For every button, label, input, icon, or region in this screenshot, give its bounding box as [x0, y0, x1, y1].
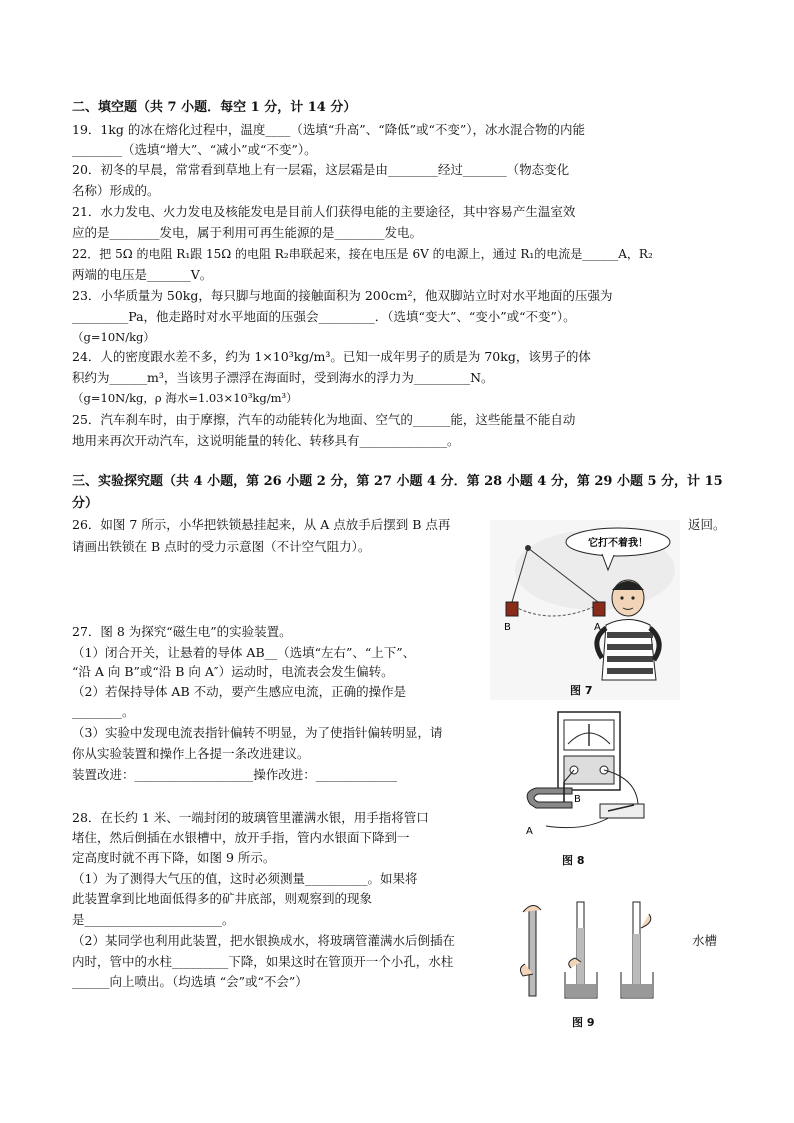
q28-line9: ______向上喷出。（均选填 “会”或“不会”） [72, 974, 308, 989]
figure-7-caption: 图 7 [570, 684, 593, 697]
switch [600, 804, 644, 818]
q27-line4: （2）若保持导体 AB 不动，要产生感应电流，正确的操作是 [72, 684, 407, 699]
section-3-title-cont: 分） [72, 496, 99, 511]
figure-7 [490, 520, 680, 700]
q28-line3: 定高度时就不再下降，如图 9 所示。 [72, 850, 276, 865]
q28-line7-end: 水槽 [692, 933, 718, 948]
q24-line3: （g=10N/kg，ρ 海水=1.03×10³kg/m³） [72, 391, 298, 405]
q19-line1: 19．1kg 的冰在熔化过程中，温度____（选填“升高”、“降低”或“不变”），冰水混合物的内能 [72, 122, 586, 137]
speech-bubble-text: 它打不着我！ [588, 538, 648, 549]
section-2-title: 二、填空题（共 7 小题．每空 1 分，计 14 分） [72, 100, 357, 115]
figure-8-caption: 图 8 [562, 854, 585, 867]
q24-line2: 积约为______m³，当该男子漂浮在海面时，受到海水的浮力为_________N。 [72, 370, 494, 385]
lock-a [593, 602, 605, 616]
u-magnet [527, 788, 572, 808]
q28-line7: （2）某同学也利用此装置，把水银换成水，将玻璃管灌满水后倒插在 [72, 933, 455, 948]
svg-text:B: B [574, 794, 581, 805]
q19-line2: ________（选填“增大”、“减小”或“不变”）。 [72, 142, 317, 157]
q28-line8: 内时，管中的水柱_________下降，如果这时在管顶开一个小孔，水柱 [72, 954, 454, 969]
q20-line1: 20．初冬的早晨，常常看到草地上有一层霜，这层霜是由________经过_______（物态变化 [72, 162, 570, 177]
q25-line2: 地用来再次开动汽车，这说明能量的转化、转移具有______________。 [72, 433, 460, 448]
q27-line1: 27．图 8 为探究“磁生电”的实验装置。 [72, 624, 292, 639]
q28-line2: 堵住，然后倒插在水银槽中，放开手指，管内水银面下降到一 [72, 830, 410, 845]
q27-line3: “沿 A 向 B”或“沿 B 向 A″）运动时，电流表会发生偏转。 [72, 664, 394, 679]
figure-8 [516, 708, 656, 848]
q27-line5: ________。 [72, 704, 135, 719]
q27-line7: 你从实验装置和操作上各提一条改进建议。 [72, 746, 310, 761]
q28-line1: 28．在长约 1 米、一端封闭的玻璃管里灌满水银，用手指将管口 [72, 810, 429, 825]
svg-text:A: A [594, 622, 601, 633]
svg-text:A: A [526, 826, 533, 837]
q21-line1: 21．水力发电、火力发电及核能发电是目前人们获得电能的主要途径，其中容易产生温室效 [72, 204, 576, 219]
q23-line1: 23．小华质量为 50kg，每只脚与地面的接触面积为 200cm²，他双脚站立时对水平地面的压强为 [72, 288, 613, 303]
svg-text:B: B [504, 622, 511, 633]
q28-line5: 此装置拿到比地面低得多的矿井底部，则观察到的现象 [72, 891, 373, 906]
q28-line4: （1）为了测得大气压的值，这时必须测量__________。如果将 [72, 871, 418, 886]
q27-line6: （3）实验中发现电流表指针偏转不明显，为了使指针偏转明显，请 [72, 725, 443, 740]
q26-line1: 26．如图 7 所示，小华把铁锁悬挂起来，从 A 点放手后摆到 B 点再 [72, 517, 451, 532]
q27-line8: 装置改进：___________________操作改进：_____________ [72, 767, 398, 782]
q22-line2: 两端的电压是_______V。 [72, 267, 213, 282]
q23-line3: （g=10N/kg） [72, 330, 155, 344]
q27-line2: （1）闭合开关，让悬着的导体 AB__（选填“左右”、“上下”、 [72, 645, 416, 660]
q23-line2: _________Pa，他走路时对水平地面的压强会_________．（选填“变大”、“变小”或“不变”）。 [72, 309, 576, 324]
q28-line6: 是______________________。 [72, 912, 235, 927]
q25-line1: 25．汽车刹车时，由于摩擦，汽车的动能转化为地面、空气的______能，这些能量不能自动 [72, 412, 576, 427]
q21-line2: 应的是________发电，属于利用可再生能源的是________发电。 [72, 225, 423, 240]
q22-line1: 22．把 5Ω 的电阻 R₁跟 15Ω 的电阻 R₂串联起来，接在电压是 6V 的电源上，通过 R₁的电流是______A，R₂ [72, 247, 653, 261]
figure-9 [515, 898, 675, 1008]
q20-line2: 名称）形成的。 [72, 183, 160, 198]
q26-line1-end: 返回。 [688, 517, 726, 532]
lock-b [506, 602, 518, 616]
section-3-title: 三、实验探究题（共 4 小题，第 26 小题 2 分，第 27 小题 4 分．第 28 小题 4 分，第 29 小题 5 分，计 15 [72, 474, 723, 489]
q26-line2: 请画出铁锁在 B 点时的受力示意图（不计空气阻力）。 [72, 539, 371, 554]
figure-9-caption: 图 9 [572, 1016, 595, 1029]
q24-line1: 24．人的密度跟水差不多，约为 1×10³kg/m³。已知一成年男子的质是为 70kg，该男子的体 [72, 349, 591, 364]
